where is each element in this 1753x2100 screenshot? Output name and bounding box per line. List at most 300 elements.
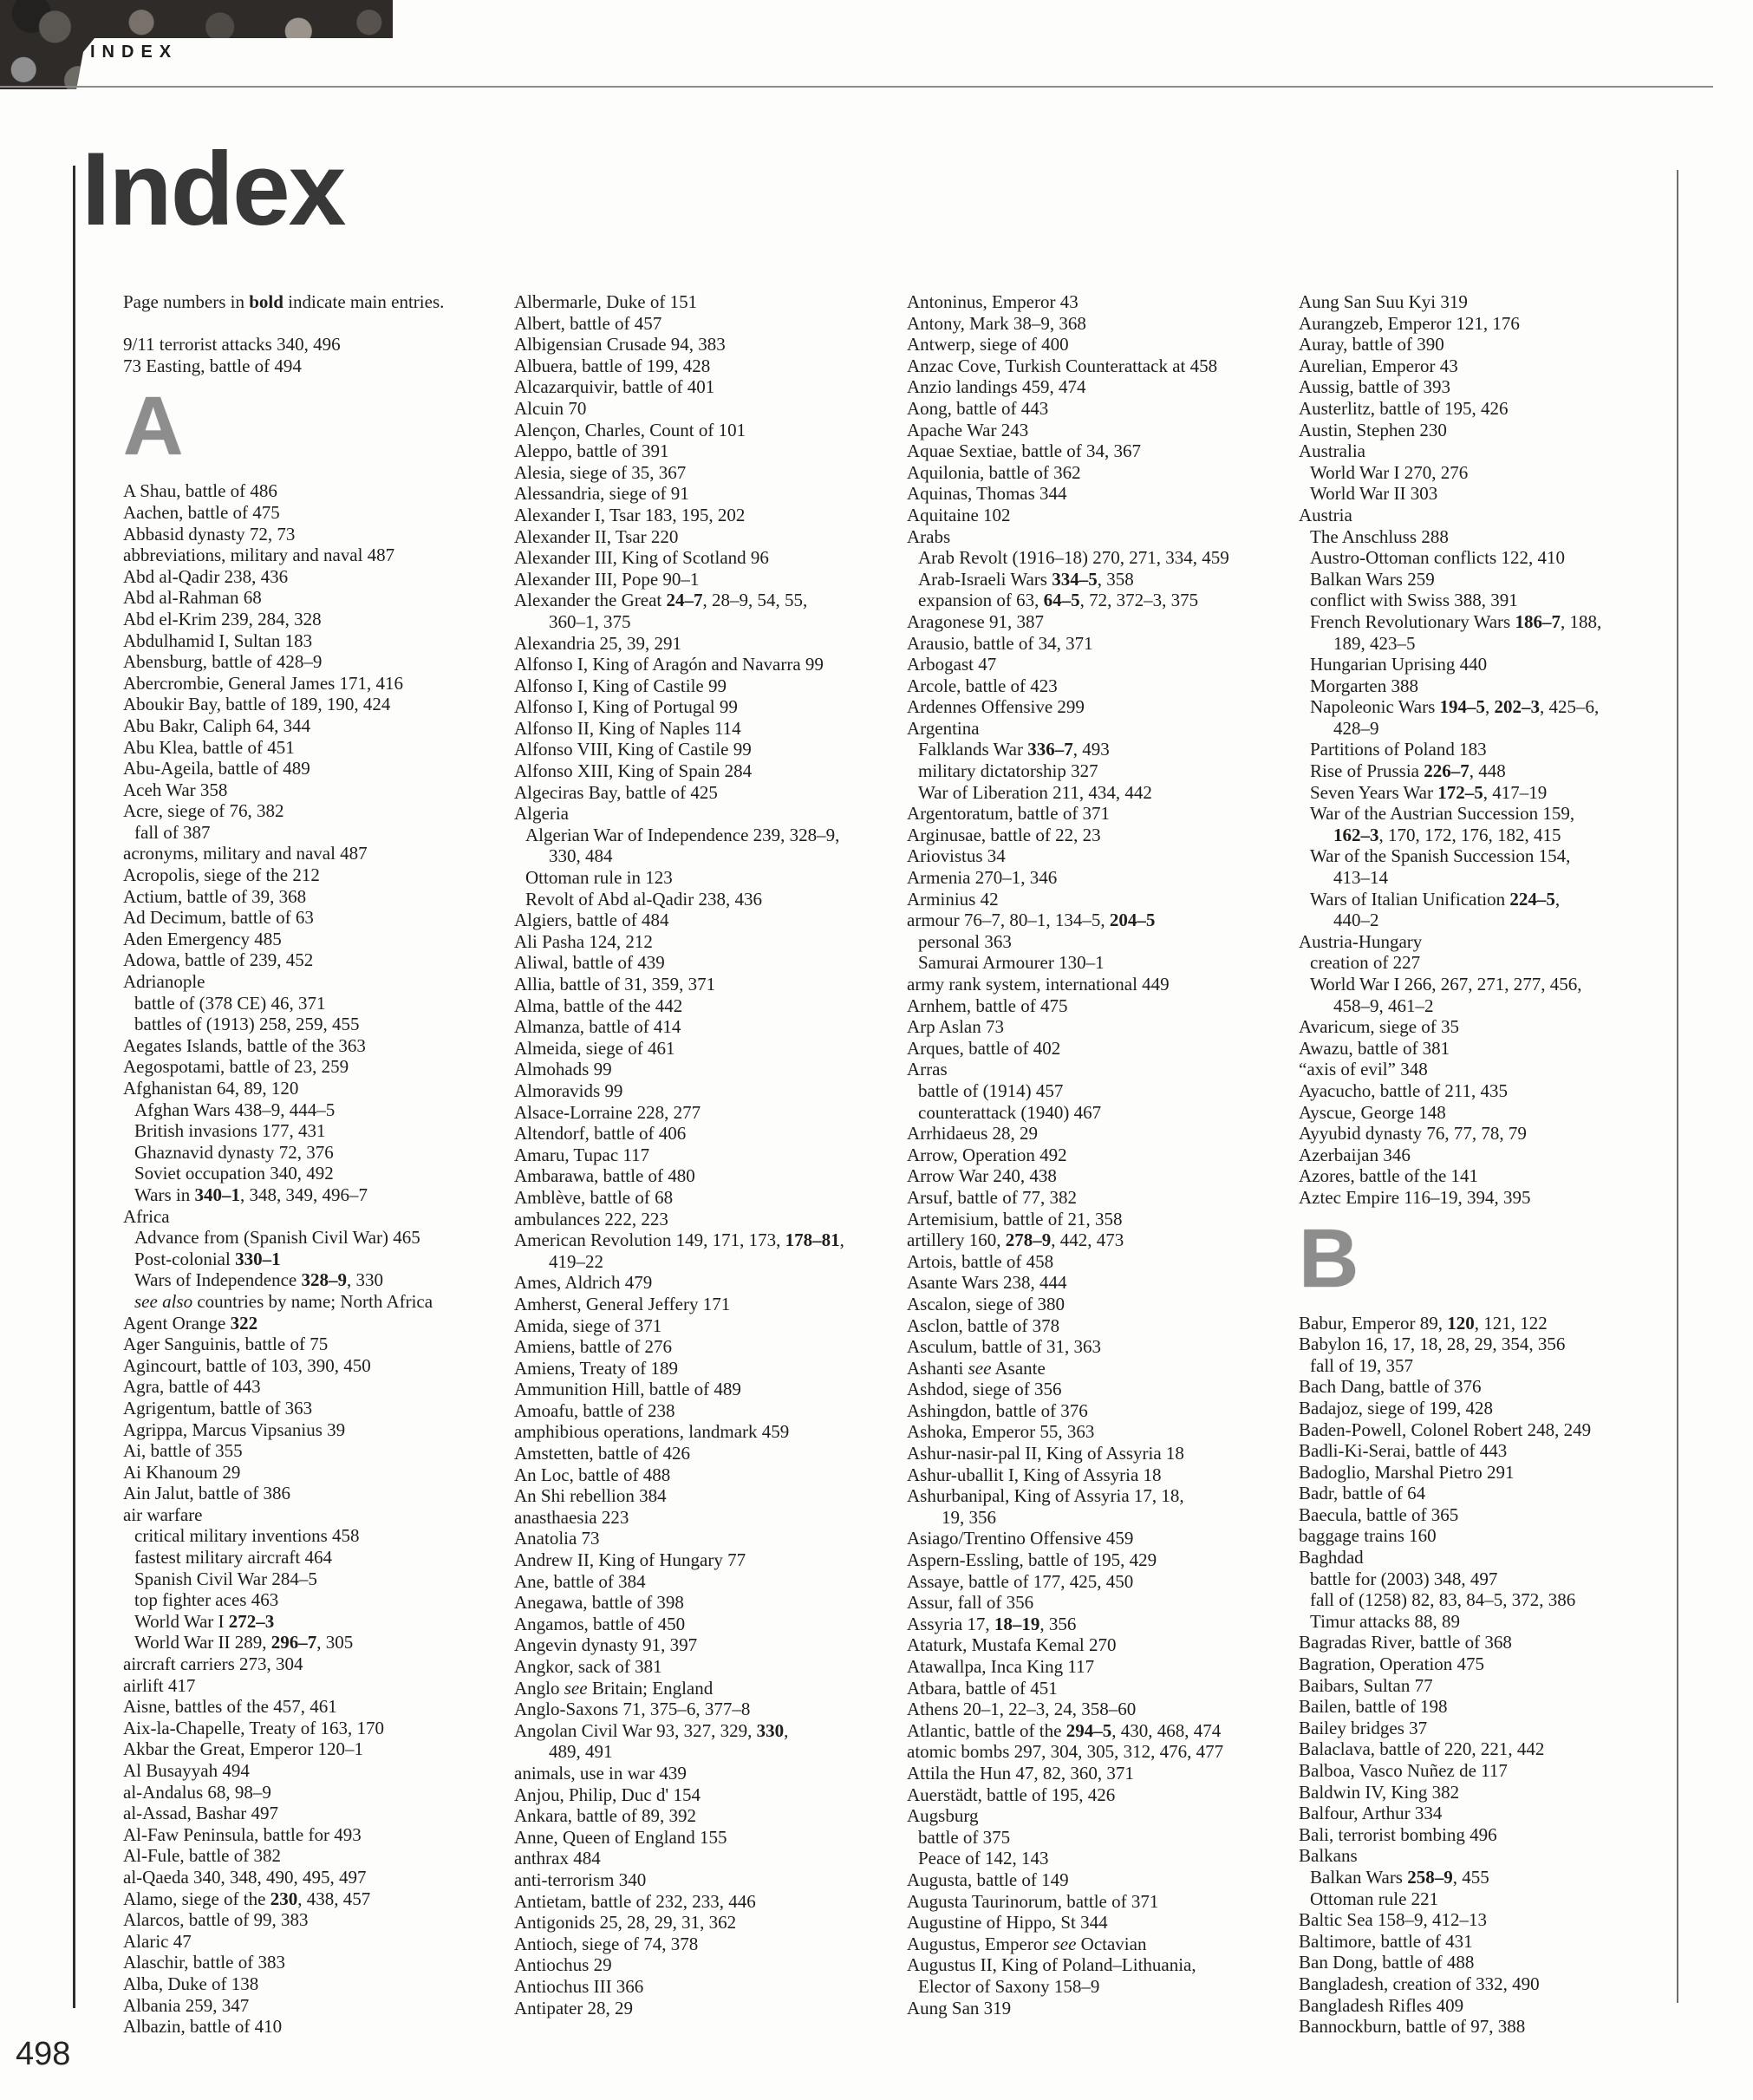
index-entry: Angolan Civil War 93, 327, 329, 330, xyxy=(514,1719,789,1741)
index-entry: Soviet occupation 340, 492 xyxy=(134,1163,334,1184)
index-entry: 413–14 xyxy=(1333,867,1388,889)
index-entry: Aurelian, Emperor 43 xyxy=(1299,355,1458,376)
index-entry: An Shi rebellion 384 xyxy=(514,1485,667,1507)
index-entry: Arab Revolt (1916–18) 270, 271, 334, 459 xyxy=(918,547,1229,569)
index-entry: World War II 303 xyxy=(1310,483,1438,505)
index-entry: Babur, Emperor 89, 120, 121, 122 xyxy=(1299,1312,1548,1334)
index-entry: Aquitaine 102 xyxy=(907,504,1011,525)
index-entry: Arminius 42 xyxy=(907,888,999,910)
index-entry: armour 76–7, 80–1, 134–5, 204–5 xyxy=(907,910,1156,931)
index-entry: Almanza, battle of 414 xyxy=(514,1016,681,1038)
index-entry: Ager Sanguinis, battle of 75 xyxy=(123,1334,329,1355)
left-margin-rule xyxy=(73,166,75,2008)
index-entry: Aung San 319 xyxy=(907,1997,1012,2018)
index-entry: top fighter aces 463 xyxy=(134,1589,279,1611)
index-column-1 xyxy=(123,291,515,2038)
index-entry: Algeciras Bay, battle of 425 xyxy=(514,781,718,803)
index-entry: Baden-Powell, Colonel Robert 248, 249 xyxy=(1299,1418,1592,1440)
index-entry: Athens 20–1, 22–3, 24, 358–60 xyxy=(907,1699,1137,1720)
index-entry: Wars in 340–1, 348, 349, 496–7 xyxy=(134,1184,368,1205)
index-entry: Samurai Armourer 130–1 xyxy=(918,952,1105,974)
index-entry: Ankara, battle of 89, 392 xyxy=(514,1805,696,1827)
index-entry: Bangladesh Rifles 409 xyxy=(1299,1994,1464,2016)
index-entry: 189, 423–5 xyxy=(1333,632,1416,654)
index-entry: Falklands War 336–7, 493 xyxy=(918,739,1110,760)
index-entry: see also countries by name; North Africa xyxy=(134,1290,433,1312)
index-entry: Aegospotami, battle of 23, 259 xyxy=(123,1056,349,1078)
index-entry: Acropolis, siege of the 212 xyxy=(123,864,320,886)
index-entry: Al-Fule, battle of 382 xyxy=(123,1845,281,1867)
index-entry: Alexandria 25, 39, 291 xyxy=(514,632,682,654)
index-entry: Alfonso II, King of Naples 114 xyxy=(514,717,741,739)
index-entry: Baibars, Sultan 77 xyxy=(1299,1674,1433,1696)
index-entry: Atbara, battle of 451 xyxy=(907,1677,1058,1699)
index-entry: Ali Pasha 124, 212 xyxy=(514,930,653,952)
index-entry: Baghdad xyxy=(1299,1547,1364,1568)
index-entry: Antietam, battle of 232, 233, 446 xyxy=(514,1890,756,1912)
index-entry: Ames, Aldrich 479 xyxy=(514,1272,653,1294)
index-entry: Andrew II, King of Hungary 77 xyxy=(514,1549,746,1571)
index-entry: Ambarawa, battle of 480 xyxy=(514,1165,695,1187)
index-entry: fastest military aircraft 464 xyxy=(134,1547,332,1568)
index-entry: Apache War 243 xyxy=(907,419,1029,440)
index-entry: Bagration, Operation 475 xyxy=(1299,1653,1485,1675)
index-entry: Abercrombie, General James 171, 416 xyxy=(123,672,404,694)
index-entry: Atlantic, battle of the 294–5, 430, 468, 474 xyxy=(907,1719,1222,1741)
index-entry: Arausio, battle of 34, 371 xyxy=(907,632,1093,654)
index-entry: Partitions of Poland 183 xyxy=(1310,739,1487,760)
index-entry: Albert, battle of 457 xyxy=(514,312,662,334)
index-entry: 489, 491 xyxy=(549,1741,613,1763)
index-entry: Armenia 270–1, 346 xyxy=(907,867,1058,889)
index-entry: Attila the Hun 47, 82, 360, 371 xyxy=(907,1762,1134,1784)
index-entry: Advance from (Spanish Civil War) 465 xyxy=(134,1227,420,1249)
index-entry: Albuera, battle of 199, 428 xyxy=(514,355,711,376)
index-entry: critical military inventions 458 xyxy=(134,1525,360,1547)
index-entry: Arp Aslan 73 xyxy=(907,1016,1004,1038)
index-entry: 440–2 xyxy=(1333,910,1379,931)
index-entry: Badoglio, Marshal Pietro 291 xyxy=(1299,1461,1515,1483)
index-entry: Bali, terrorist bombing 496 xyxy=(1299,1823,1497,1845)
index-entry: military dictatorship 327 xyxy=(918,760,1098,782)
index-entry: battle of 375 xyxy=(918,1826,1011,1848)
index-entry: Anglo-Saxons 71, 375–6, 377–8 xyxy=(514,1699,751,1720)
index-entry: Amaru, Tupac 117 xyxy=(514,1144,650,1165)
index-entry: fall of 19, 357 xyxy=(1310,1354,1413,1376)
index-entry: “axis of evil” 348 xyxy=(1299,1059,1428,1080)
index-entry: Anne, Queen of England 155 xyxy=(514,1826,727,1848)
index-entry: Timur attacks 88, 89 xyxy=(1310,1610,1461,1632)
index-entry: Almeida, siege of 461 xyxy=(514,1037,675,1059)
index-entry: Allia, battle of 31, 359, 371 xyxy=(514,974,716,995)
index-entry: Ottoman rule 221 xyxy=(1310,1888,1439,1909)
index-entry: Asculum, battle of 31, 363 xyxy=(907,1336,1101,1358)
index-entry: 162–3, 170, 172, 176, 182, 415 xyxy=(1333,824,1561,845)
index-entry: Almoravids 99 xyxy=(514,1079,623,1101)
index-entry: Aisne, battles of the 457, 461 xyxy=(123,1696,337,1718)
index-entry: Albigensian Crusade 94, 383 xyxy=(514,334,726,355)
index-entry: Abd al-Qadir 238, 436 xyxy=(123,565,289,587)
index-entry: animals, use in war 439 xyxy=(514,1762,687,1784)
index-entry: Africa xyxy=(123,1205,170,1227)
section-letter: B xyxy=(1299,1211,1359,1305)
index-entry: Babylon 16, 17, 18, 28, 29, 354, 356 xyxy=(1299,1334,1566,1355)
index-entry: Ashur-nasir-pal II, King of Assyria 18 xyxy=(907,1443,1184,1464)
index-entry: Aurangzeb, Emperor 121, 176 xyxy=(1299,312,1520,334)
index-entry: Revolt of Abd al-Qadir 238, 436 xyxy=(525,888,762,910)
index-entry: Bach Dang, battle of 376 xyxy=(1299,1376,1482,1398)
index-entry: Balboa, Vasco Nuñez de 117 xyxy=(1299,1760,1508,1781)
index-entry: Baltic Sea 158–9, 412–13 xyxy=(1299,1909,1487,1931)
index-entry: Angevin dynasty 91, 397 xyxy=(514,1634,698,1656)
index-entry: Alfonso XIII, King of Spain 284 xyxy=(514,760,753,782)
index-entry: Arginusae, battle of 22, 23 xyxy=(907,824,1101,845)
index-column-4 xyxy=(1299,291,1691,2038)
index-entry: Anzac Cove, Turkish Counterattack at 458 xyxy=(907,355,1218,376)
index-entry: Assur, fall of 356 xyxy=(907,1592,1034,1614)
index-entry: Bagradas River, battle of 368 xyxy=(1299,1632,1512,1653)
index-entry: Algiers, battle of 484 xyxy=(514,910,669,931)
index-entry: Rise of Prussia 226–7, 448 xyxy=(1310,760,1506,782)
index-entry: Anglo see Britain; England xyxy=(514,1677,714,1699)
index-entry: Akbar the Great, Emperor 120–1 xyxy=(123,1738,363,1760)
index-entry: aircraft carriers 273, 304 xyxy=(123,1653,303,1675)
index-entry: Augsburg xyxy=(907,1805,979,1827)
index-entry: baggage trains 160 xyxy=(1299,1525,1437,1547)
index-entry: Baltimore, battle of 431 xyxy=(1299,1930,1473,1952)
index-entry: Ain Jalut, battle of 386 xyxy=(123,1483,291,1504)
index-entry: Abd el-Krim 239, 284, 328 xyxy=(123,608,322,629)
index-entry: al-Andalus 68, 98–9 xyxy=(123,1781,271,1803)
blank-line xyxy=(123,313,515,335)
index-entry: Amoafu, battle of 238 xyxy=(514,1399,675,1421)
index-entry: Artemisium, battle of 21, 358 xyxy=(907,1208,1123,1229)
index-entry: Balkan Wars 259 xyxy=(1310,568,1435,590)
index-entry: Actium, battle of 39, 368 xyxy=(123,885,307,907)
index-entry: Balaclava, battle of 220, 221, 442 xyxy=(1299,1738,1545,1760)
index-entry: Acre, siege of 76, 382 xyxy=(123,800,284,822)
index-entry: Ashur-uballit I, King of Assyria 18 xyxy=(907,1464,1162,1485)
index-column-2 xyxy=(514,291,906,2018)
index-entry: Albania 259, 347 xyxy=(123,1994,250,2016)
index-entry: Baldwin IV, King 382 xyxy=(1299,1781,1460,1803)
index-entry: Alfonso I, King of Portugal 99 xyxy=(514,696,738,718)
index-entry: acronyms, military and naval 487 xyxy=(123,843,368,864)
index-entry: Aquilonia, battle of 362 xyxy=(907,461,1081,483)
index-entry: abbreviations, military and naval 487 xyxy=(123,545,395,566)
index-entry: Amstetten, battle of 426 xyxy=(514,1443,690,1464)
index-entry: Alba, Duke of 138 xyxy=(123,1973,259,1994)
index-entry: War of the Austrian Succession 159, xyxy=(1310,803,1575,825)
index-entry: Atawallpa, Inca King 117 xyxy=(907,1656,1095,1677)
index-entry: Antony, Mark 38–9, 368 xyxy=(907,312,1086,334)
index-entry: Post-colonial 330–1 xyxy=(134,1248,281,1269)
index-entry: Arrow War 240, 438 xyxy=(907,1165,1057,1187)
index-entry: Aung San Suu Kyi 319 xyxy=(1299,291,1468,312)
index-entry: Alfonso VIII, King of Castile 99 xyxy=(514,739,752,760)
index-entry: Alfonso I, King of Castile 99 xyxy=(514,675,727,696)
index-entry: Argentina xyxy=(907,717,980,739)
index-entry: Alexander III, Pope 90–1 xyxy=(514,568,700,590)
index-entry: Ai, battle of 355 xyxy=(123,1440,243,1462)
index-entry: Alexander I, Tsar 183, 195, 202 xyxy=(514,504,746,525)
index-entry: Baecula, battle of 365 xyxy=(1299,1503,1459,1525)
index-entry: 73 Easting, battle of 494 xyxy=(123,355,302,376)
index-entry: Alaric 47 xyxy=(123,1930,192,1952)
index-entry: Augustus II, King of Poland–Lithuania, xyxy=(907,1954,1196,1976)
index-entry: Badli-Ki-Serai, battle of 443 xyxy=(1299,1440,1508,1462)
index-entry: Azores, battle of the 141 xyxy=(1299,1165,1479,1187)
index-entry: Ashanti see Asante xyxy=(907,1357,1046,1379)
index-entry: Asante Wars 238, 444 xyxy=(907,1272,1067,1294)
index-entry: Afghanistan 64, 89, 120 xyxy=(123,1078,299,1099)
index-entry: Aspern-Essling, battle of 195, 429 xyxy=(907,1549,1157,1571)
index-entry: counterattack (1940) 467 xyxy=(918,1101,1102,1123)
index-entry: Aceh War 358 xyxy=(123,779,228,800)
index-entry: anthrax 484 xyxy=(514,1848,601,1869)
index-entry: Napoleonic Wars 194–5, 202–3, 425–6, xyxy=(1310,696,1600,718)
header-photo-image xyxy=(0,0,393,89)
index-entry: British invasions 177, 431 xyxy=(134,1120,326,1142)
index-entry: fall of 387 xyxy=(134,821,211,843)
index-entry: Azerbaijan 346 xyxy=(1299,1144,1411,1165)
index-entry: Adrianople xyxy=(123,971,205,993)
index-entry: Balfour, Arthur 334 xyxy=(1299,1803,1443,1824)
index-entry: Almohads 99 xyxy=(514,1059,612,1080)
index-entry: Ayscue, George 148 xyxy=(1299,1101,1446,1123)
index-entry: Badr, battle of 64 xyxy=(1299,1483,1426,1504)
index-entry: Arbogast 47 xyxy=(907,654,997,675)
index-entry: Ottoman rule in 123 xyxy=(525,867,673,889)
index-entry: A Shau, battle of 486 xyxy=(123,480,277,502)
index-entry: Algerian War of Independence 239, 328–9, xyxy=(525,824,840,845)
index-entry: Agent Orange 322 xyxy=(123,1312,258,1334)
index-entry: Albermarle, Duke of 151 xyxy=(514,291,698,312)
index-entry: Agrigentum, battle of 363 xyxy=(123,1397,313,1418)
index-entry: Aegates Islands, battle of the 363 xyxy=(123,1034,366,1056)
index-entry: Ayacucho, battle of 211, 435 xyxy=(1299,1079,1509,1101)
index-entry: Angkor, sack of 381 xyxy=(514,1656,662,1677)
index-entry: personal 363 xyxy=(918,930,1012,952)
index-entry: Ayyubid dynasty 76, 77, 78, 79 xyxy=(1299,1123,1527,1145)
index-entry: Al-Faw Peninsula, battle for 493 xyxy=(123,1823,362,1845)
index-entry: battle of (378 CE) 46, 371 xyxy=(134,992,326,1014)
index-entry: Ariovistus 34 xyxy=(907,845,1006,867)
index-entry: Ai Khanoum 29 xyxy=(123,1461,241,1483)
index-entry: Arnhem, battle of 475 xyxy=(907,995,1068,1016)
index-entry: Ashurbanipal, King of Assyria 17, 18, xyxy=(907,1485,1184,1507)
index-entry: Arrow, Operation 492 xyxy=(907,1144,1067,1165)
index-entry: Agrippa, Marcus Vipsanius 39 xyxy=(123,1418,346,1440)
index-entry: Antioch, siege of 74, 378 xyxy=(514,1933,699,1954)
index-entry: air warfare xyxy=(123,1503,203,1525)
index-entry: Augusta Taurinorum, battle of 371 xyxy=(907,1890,1159,1912)
page-title: Index xyxy=(81,131,345,247)
index-entry: anti-terrorism 340 xyxy=(514,1868,647,1890)
index-entry: Abbasid dynasty 72, 73 xyxy=(123,523,296,545)
index-entry: French Revolutionary Wars 186–7, 188, xyxy=(1310,610,1602,632)
index-entry: Alcazarquivir, battle of 401 xyxy=(514,376,715,398)
index-entry: Alexander the Great 24–7, 28–9, 54, 55, xyxy=(514,590,808,611)
index-entry: Aachen, battle of 475 xyxy=(123,501,280,523)
index-entry: World War I 266, 267, 271, 277, 456, xyxy=(1310,974,1582,995)
index-entry: Alessandria, siege of 91 xyxy=(514,483,689,505)
index-entry: Amherst, General Jeffery 171 xyxy=(514,1293,731,1314)
index-entry: Awazu, battle of 381 xyxy=(1299,1037,1450,1059)
index-entry: Austria xyxy=(1299,504,1352,525)
index-entry: Assyria 17, 18–19, 356 xyxy=(907,1613,1077,1634)
index-entry: al-Qaeda 340, 348, 490, 495, 497 xyxy=(123,1866,367,1888)
index-entry: Ad Decimum, battle of 63 xyxy=(123,907,314,929)
index-entry: Aquinas, Thomas 344 xyxy=(907,483,1067,505)
index-entry: Antiochus 29 xyxy=(514,1954,612,1976)
index-entry: Antiochus III 366 xyxy=(514,1975,644,1997)
index-entry: Aliwal, battle of 439 xyxy=(514,952,665,974)
index-entry: Aix-la-Chapelle, Treaty of 163, 170 xyxy=(123,1717,384,1738)
index-entry: Arsuf, battle of 77, 382 xyxy=(907,1186,1077,1208)
index-entry: Seven Years War 172–5, 417–19 xyxy=(1310,781,1548,803)
index-entry: Augustus, Emperor see Octavian xyxy=(907,1933,1147,1954)
index-entry: Augustine of Hippo, St 344 xyxy=(907,1912,1108,1934)
index-entry: Avaricum, siege of 35 xyxy=(1299,1016,1460,1038)
index-entry: Abu-Ageila, battle of 489 xyxy=(123,758,310,779)
index-entry: Morgarten 388 xyxy=(1310,675,1419,696)
index-entry: An Loc, battle of 488 xyxy=(514,1464,671,1485)
index-entry: expansion of 63, 64–5, 72, 372–3, 375 xyxy=(918,590,1199,611)
index-entry: Arab-Israeli Wars 334–5, 358 xyxy=(918,568,1134,590)
index-entry: Arras xyxy=(907,1059,948,1080)
index-entry: War of the Spanish Succession 154, xyxy=(1310,845,1571,867)
index-entry: artillery 160, 278–9, 442, 473 xyxy=(907,1229,1124,1251)
index-entry: Austin, Stephen 230 xyxy=(1299,419,1447,440)
index-entry: Albazin, battle of 410 xyxy=(123,2016,283,2038)
index-entry: fall of (1258) 82, 83, 84–5, 372, 386 xyxy=(1310,1589,1576,1611)
index-entry: Adowa, battle of 239, 452 xyxy=(123,949,314,971)
index-entry: al-Assad, Bashar 497 xyxy=(123,1803,279,1824)
index-entry: Asclon, battle of 378 xyxy=(907,1314,1060,1336)
index-entry: Balkans xyxy=(1299,1845,1358,1867)
index-entry: anasthaesia 223 xyxy=(514,1506,629,1528)
index-entry: Anegawa, battle of 398 xyxy=(514,1592,684,1614)
index-entry: Austria-Hungary xyxy=(1299,930,1423,952)
index-entry: Badajoz, siege of 199, 428 xyxy=(1299,1397,1493,1418)
index-entry: amphibious operations, landmark 459 xyxy=(514,1421,790,1443)
index-entry: Alexander III, King of Scotland 96 xyxy=(514,547,769,569)
index-entry: 330, 484 xyxy=(549,845,613,867)
index-entry: Augusta, battle of 149 xyxy=(907,1868,1069,1890)
index-entry: Wars of Independence 328–9, 330 xyxy=(134,1269,383,1291)
page-kicker: INDEX xyxy=(90,42,179,62)
index-entry: Arabs xyxy=(907,525,951,547)
index-entry: Abd al-Rahman 68 xyxy=(123,587,262,609)
index-entry: Ardennes Offensive 299 xyxy=(907,696,1085,718)
index-entry: battle for (2003) 348, 497 xyxy=(1310,1568,1498,1589)
index-entry: Spanish Civil War 284–5 xyxy=(134,1568,317,1589)
index-entry: airlift 417 xyxy=(123,1674,196,1696)
index-entry: Bailen, battle of 198 xyxy=(1299,1696,1448,1718)
header-rule xyxy=(0,86,1713,88)
index-entry: Agincourt, battle of 103, 390, 450 xyxy=(123,1354,371,1376)
index-entry: Abensburg, battle of 428–9 xyxy=(123,651,323,673)
index-entry: War of Liberation 211, 434, 442 xyxy=(918,781,1152,803)
index-entry: Alarcos, battle of 99, 383 xyxy=(123,1909,309,1931)
index-entry: Alcuin 70 xyxy=(514,397,587,419)
index-entry: Amiens, Treaty of 189 xyxy=(514,1357,678,1379)
index-entry: Aleppo, battle of 391 xyxy=(514,440,669,462)
index-entry: Aragonese 91, 387 xyxy=(907,610,1045,632)
index-entry: Austerlitz, battle of 195, 426 xyxy=(1299,397,1509,419)
index-entry: battle of (1914) 457 xyxy=(918,1079,1064,1101)
index-entry: Bailey bridges 37 xyxy=(1299,1717,1428,1738)
index-entry: Aquae Sextiae, battle of 34, 367 xyxy=(907,440,1142,462)
section-letter: A xyxy=(123,380,184,473)
index-entry: Ammunition Hill, battle of 489 xyxy=(514,1379,741,1400)
index-entry: battles of (1913) 258, 259, 455 xyxy=(134,1014,360,1035)
page-number: 498 xyxy=(16,2036,71,2072)
index-entry: Angamos, battle of 450 xyxy=(514,1613,686,1634)
index-entry: Auerstädt, battle of 195, 426 xyxy=(907,1784,1116,1805)
index-entry: Ascalon, siege of 380 xyxy=(907,1293,1065,1314)
index-entry: Austro-Ottoman conflicts 122, 410 xyxy=(1310,547,1565,569)
index-entry: Afghan Wars 438–9, 444–5 xyxy=(134,1099,336,1120)
index-entry: Alexander II, Tsar 220 xyxy=(514,525,679,547)
index-entry: ambulances 222, 223 xyxy=(514,1208,668,1229)
index-entry: Alsace-Lorraine 228, 277 xyxy=(514,1101,701,1123)
index-entry: Alençon, Charles, Count of 101 xyxy=(514,419,746,440)
index-entry: Ghaznavid dynasty 72, 376 xyxy=(134,1141,334,1163)
index-entry: Arcole, battle of 423 xyxy=(907,675,1058,696)
index-entry: atomic bombs 297, 304, 305, 312, 476, 477 xyxy=(907,1741,1224,1763)
index-entry: Ataturk, Mustafa Kemal 270 xyxy=(907,1634,1117,1656)
index-entry: army rank system, international 449 xyxy=(907,974,1170,995)
index-entry: Balkan Wars 258–9, 455 xyxy=(1310,1866,1489,1888)
index-entry: Antigonids 25, 28, 29, 31, 362 xyxy=(514,1912,737,1934)
index-entry: 360–1, 375 xyxy=(549,610,631,632)
index-entry: Auray, battle of 390 xyxy=(1299,334,1444,355)
index-entry: Bangladesh, creation of 332, 490 xyxy=(1299,1973,1540,1994)
index-entry: World War II 289, 296–7, 305 xyxy=(134,1632,354,1653)
index-entry: Artois, battle of 458 xyxy=(907,1250,1054,1272)
index-entry: Ashingdon, battle of 376 xyxy=(907,1399,1088,1421)
index-entry: Assaye, battle of 177, 425, 450 xyxy=(907,1570,1134,1592)
index-entry: Hungarian Uprising 440 xyxy=(1310,654,1488,675)
index-entry: Aussig, battle of 393 xyxy=(1299,376,1450,398)
index-entry: Anjou, Philip, Duc d' 154 xyxy=(514,1784,701,1805)
index-entry: Ban Dong, battle of 488 xyxy=(1299,1952,1475,1973)
index-entry: Abu Bakr, Caliph 64, 344 xyxy=(123,714,311,736)
index-entry: Asiago/Trentino Offensive 459 xyxy=(907,1528,1134,1549)
index-entry: Abu Klea, battle of 451 xyxy=(123,736,295,758)
index-entry: creation of 227 xyxy=(1310,952,1421,974)
index-entry: Antwerp, siege of 400 xyxy=(907,334,1069,355)
index-entry: Algeria xyxy=(514,803,569,825)
index-entry: Antoninus, Emperor 43 xyxy=(907,291,1079,312)
index-column-3 xyxy=(907,291,1299,2018)
index-entry: American Revolution 149, 171, 173, 178–81, xyxy=(514,1229,844,1251)
index-entry: Anatolia 73 xyxy=(514,1528,600,1549)
index-entry: Aztec Empire 116–19, 394, 395 xyxy=(1299,1186,1531,1208)
index-entry: Ashoka, Emperor 55, 363 xyxy=(907,1421,1095,1443)
index-entry: World War I 272–3 xyxy=(134,1610,275,1632)
index-entry: Altendorf, battle of 406 xyxy=(514,1123,687,1145)
index-entry: 458–9, 461–2 xyxy=(1333,995,1434,1016)
index-entry: Alamo, siege of the 230, 438, 457 xyxy=(123,1888,371,1909)
index-entry: Amblève, battle of 68 xyxy=(514,1186,674,1208)
index-entry: World War I 270, 276 xyxy=(1310,461,1469,483)
index-entry: Ashdod, siege of 356 xyxy=(907,1379,1062,1400)
index-entry: 428–9 xyxy=(1333,717,1379,739)
index-entry: Wars of Italian Unification 224–5, xyxy=(1310,888,1561,910)
